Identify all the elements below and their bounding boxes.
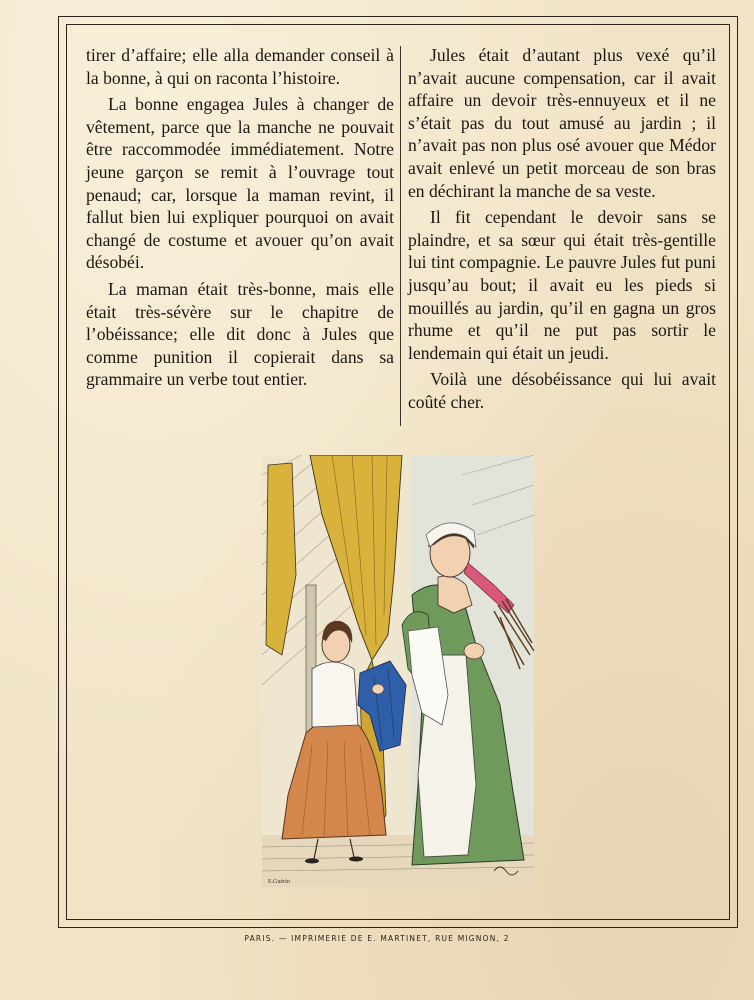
printer-imprint: PARIS. — IMPRIMERIE DE E. MARTINET, RUE MIGNON, 2 [244,934,510,943]
engraving-illustration [262,455,534,887]
paragraph: tirer d’affaire; elle alla demander conseil à la bonne, à qui on raconta l’histoire. [86,45,394,88]
column-divider [400,46,401,426]
girl-shoe-left [305,859,319,864]
paragraph: Jules était d’autant plus vexé qu’il n’avait aucune compensation, car il avait affaire un devoir très-ennuyeux et il ne s’était pas du tout amusé au jardin ; il n’avait pas non plus osé avouer que Médor avait enlevé un petit morceau de son bras en déchirant la manche de sa veste. [408,45,716,201]
illustrator-signature: E.Guérin [268,879,290,885]
girl-blouse [312,662,358,727]
paragraph: Il fit cependant le devoir sans se plaindre, et sa sœur qui était très-gentille lui tint compagnie. Le pauvre Jules fut puni jusqu’au bout; il avait eu les pieds si mouillés au jardin, qu’il en gagna un gros rhume et qu’il ne put pas sortir le lendemain qui était un jeudi. [408,207,716,363]
paragraph: La bonne engagea Jules à changer de vêtement, parce que la manche ne pouvait être raccommodée immédiatement. Notre jeune garçon se remit à l’ouvrage tout penaud; car, lorsque la maman revint, il fallut bien lui expliquer pourquoi on avait changé de costume et avouer qu’on avait désobéi. [86,94,394,273]
paragraph: La maman était très-bonne, mais elle était très-sévère sur le chapitre de l’obéissance; elle dit donc à Jules que comme punition il copierait dans sa grammaire un verbe tout entier. [86,278,394,390]
paragraph: Voilà une désobéissance qui lui avait coûté cher. [408,369,716,412]
girl-shoe-right [349,857,363,862]
maid-hand [464,643,484,659]
left-text-column [86,44,394,395]
girl-hand [372,684,384,694]
right-text-column [408,44,716,418]
